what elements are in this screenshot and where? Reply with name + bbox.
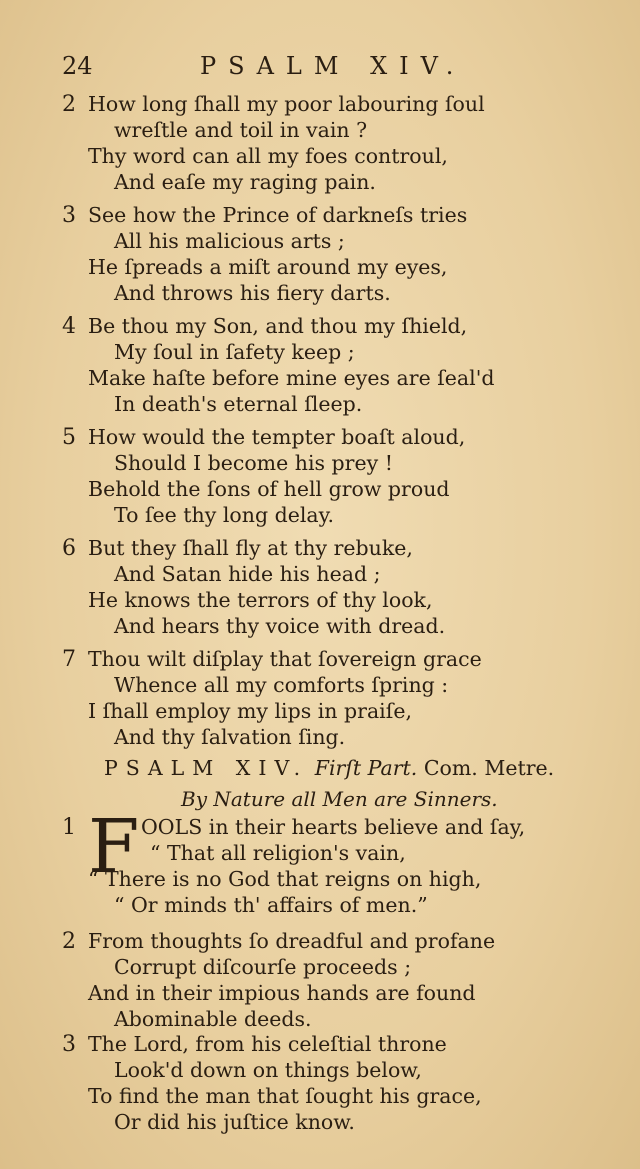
running-head: PSALM XIV. [200, 52, 466, 80]
stanza-number: 2 [62, 929, 76, 954]
verse-line: To find the man that ſought his grace, [88, 1084, 482, 1108]
verse-line: Thou wilt diſplay that ſovereign grace [88, 647, 482, 671]
verse-line: How would the tempter boaſt aloud, [88, 425, 466, 449]
stanza-number: 5 [62, 425, 76, 450]
verse-line: All his malicious arts ; [114, 229, 345, 253]
verse-line: “ Or minds th' affairs of men.” [114, 893, 428, 917]
psalm-heading: PSALM XIV. [104, 756, 309, 780]
verse-line: Abominable deeds. [114, 1007, 312, 1031]
verse-line: Make haſte before mine eyes are ſeal'd [88, 366, 495, 390]
verse-line: And eaſe my raging pain. [114, 170, 376, 194]
verse-line: Corrupt diſcourſe proceeds ; [114, 955, 412, 979]
part-label: Firſt Part. [314, 756, 418, 780]
verse-line: And throws his fiery darts. [114, 281, 391, 305]
verse-line: From thoughts ſo dreadful and profane [88, 929, 496, 953]
verse-line: I ſhall employ my lips in praiſe, [88, 699, 412, 723]
page-header [62, 52, 502, 86]
verse-line: My ſoul in ſafety keep ; [114, 340, 355, 364]
verse-line: And hears thy voice with dread. [114, 614, 446, 638]
verse-line: wreſtle and toil in vain ? [114, 118, 368, 142]
section-subtitle: By Nature all Men are Sinners. [181, 787, 498, 811]
verse-line: “ That all religion's vain, [150, 841, 406, 865]
section-title [104, 756, 554, 780]
verse-line: And in their impious hands are found [88, 981, 476, 1005]
stanza-number: 1 [62, 815, 76, 840]
verse-line: OOLS in their hearts believe and ſay, [141, 815, 526, 839]
verse-line: But they ſhall fly at thy rebuke, [88, 536, 413, 560]
stanza-number: 2 [62, 92, 76, 117]
verse-line: And Satan hide his head ; [114, 562, 381, 586]
stanza-number: 4 [62, 314, 76, 339]
metre-label: Com. Metre. [423, 756, 555, 780]
verse-line: He knows the terrors of thy look, [88, 588, 433, 612]
verse-line: Behold the ſons of hell grow proud [88, 477, 450, 501]
stanza-number: 3 [62, 203, 76, 228]
stanza-number: 3 [62, 1032, 76, 1057]
verse-line: See how the Prince of darkneſs tries [88, 203, 468, 227]
page-number: 24 [62, 52, 93, 80]
verse-line: “ There is no God that reigns on high, [88, 867, 482, 891]
verse-line: How long ſhall my poor labouring ſoul [88, 92, 485, 116]
stanza-number: 6 [62, 536, 76, 561]
verse-line: To ſee thy long delay. [114, 503, 334, 527]
stanza-number: 7 [62, 647, 76, 672]
verse-line: The Lord, from his celeſtial throne [88, 1032, 447, 1056]
verse-line: Should I become his prey ! [114, 451, 393, 475]
verse-line: Look'd down on things below, [114, 1058, 422, 1082]
drop-cap: F [88, 804, 140, 890]
verse-line: In death's eternal ſleep. [114, 392, 363, 416]
verse-line: Or did his juſtice know. [114, 1110, 355, 1134]
verse-line: Thy word can all my foes controul, [88, 144, 448, 168]
verse-line: And thy ſalvation ſing. [114, 725, 346, 749]
verse-line: Be thou my Son, and thou my ſhield, [88, 314, 468, 338]
verse-line: He ſpreads a miſt around my eyes, [88, 255, 448, 279]
verse-line: Whence all my comforts ſpring : [114, 673, 449, 697]
